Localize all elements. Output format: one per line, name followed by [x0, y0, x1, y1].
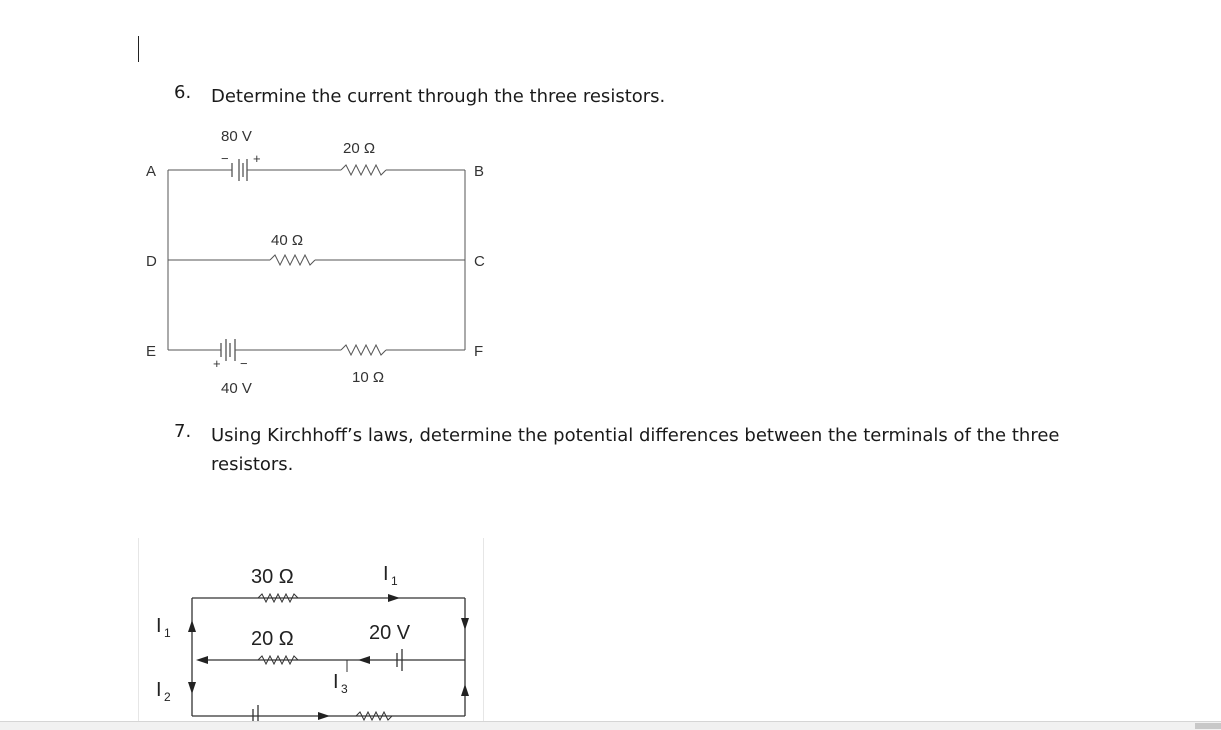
battery-40-plus-label: +: [213, 356, 221, 371]
arrow-mid-left: [196, 656, 208, 664]
node-f-label: F: [474, 343, 484, 360]
arrow-mid-right: [358, 656, 370, 664]
arrow-i2-left: [188, 682, 196, 694]
battery-80-voltage-label: 80 V: [221, 128, 252, 145]
current-i1-top-label: I: [383, 563, 389, 585]
resistor-30-label: 30 Ω: [251, 566, 294, 588]
question-7-number: 7.: [174, 421, 192, 442]
resistor-10-label: 10 Ω: [352, 369, 385, 386]
arrow-i1-top: [388, 594, 400, 602]
node-e-label: E: [146, 343, 157, 360]
current-i3-sub: 3: [341, 682, 348, 696]
resistor-20-label: 20 Ω: [343, 140, 376, 157]
battery-40-minus-label: −: [240, 356, 248, 371]
node-a-label: A: [146, 163, 157, 180]
arrow-right-down: [461, 618, 469, 630]
question-6-number: 6.: [174, 82, 192, 103]
battery-40-voltage-label: 40 V: [221, 380, 252, 397]
current-i2-left-label: I: [156, 679, 162, 701]
resistor-40-label: 40 Ω: [271, 232, 304, 249]
arrow-i1-left: [188, 620, 196, 632]
current-i3-label: I: [333, 671, 339, 693]
resistor-20-label-7: 20 Ω: [251, 628, 294, 650]
arrow-bottom: [318, 712, 330, 720]
current-i1-top-sub: 1: [391, 574, 398, 588]
arrow-right-up: [461, 684, 469, 696]
current-i2-left-sub: 2: [164, 690, 171, 704]
voltage-20v-label: 20 V: [369, 622, 411, 644]
question-7-text: Using Kirchhoff’s laws, determine the potential differences between the terminals of the three resistors.: [211, 425, 1060, 475]
question-6-text: Determine the current through the three resistors.: [211, 86, 666, 107]
battery-80-minus-label: −: [221, 151, 229, 166]
current-i1-left-label: I: [156, 615, 162, 637]
battery-80-plus-label: +: [253, 151, 261, 166]
node-c-label: C: [474, 253, 485, 270]
node-d-label: D: [146, 253, 157, 270]
scrollbar-thumb[interactable]: [1195, 723, 1221, 729]
current-i1-left-sub: 1: [164, 626, 171, 640]
node-b-label: B: [474, 163, 485, 180]
